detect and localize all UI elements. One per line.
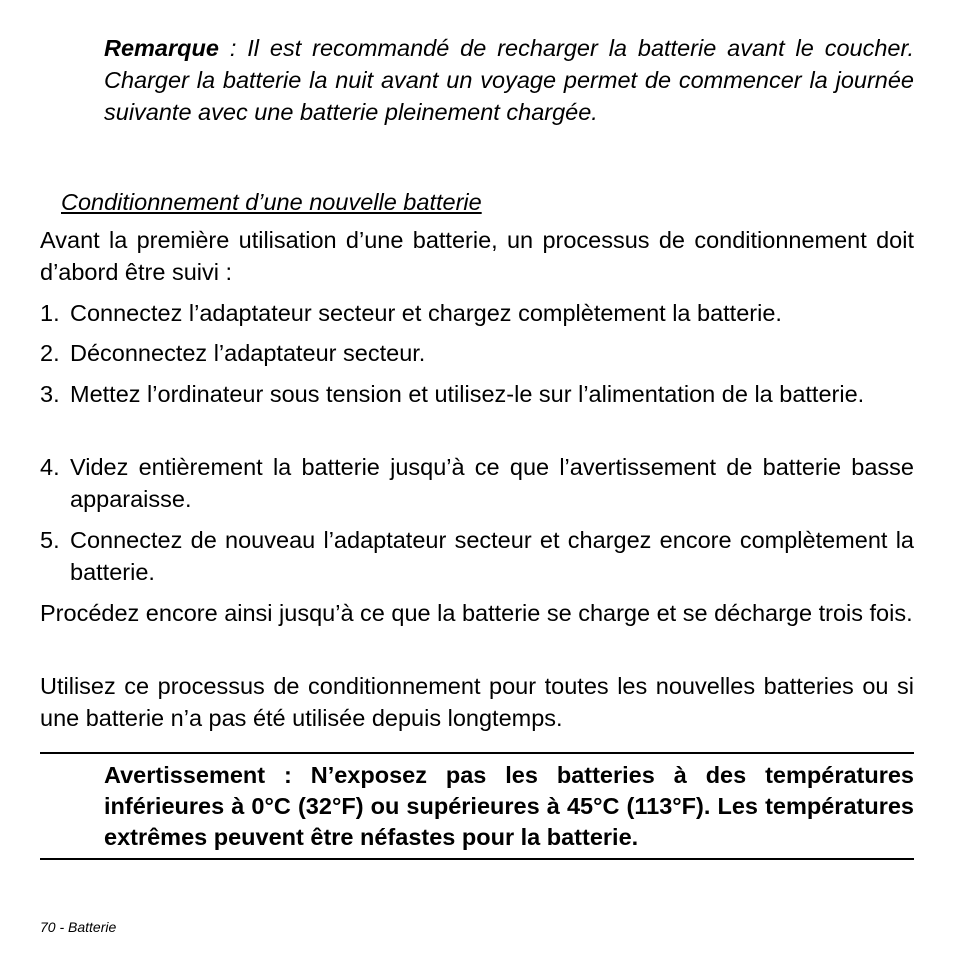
note-label: Remarque [104,35,219,61]
step-item-1 [40,297,914,329]
step-item-2 [40,337,914,369]
step-number: 1. [40,300,60,326]
intro-paragraph: Avant la première utilisation d’une batterie, un processus de conditionnement doit d’abord être suivi : [40,227,914,285]
page-footer: 70 - Batterie [40,919,117,935]
step-number: 4. [40,454,60,480]
usage-paragraph: Utilisez ce processus de conditionnement pour toutes les nouvelles batteries ou si une batterie n’a pas été utilisée depuis longtemps. [40,673,914,731]
repeat-paragraph: Procédez encore ainsi jusqu’à ce que la batterie se charge et se décharge trois fois. [40,600,913,626]
warning-top-rule [40,752,914,754]
step-item-3 [40,378,914,410]
step-item-4 [40,451,914,515]
step-number: 3. [40,381,60,407]
note-paragraph [104,32,914,128]
step-item-5 [40,524,914,588]
step-text: Déconnectez l’adaptateur secteur. [70,340,426,366]
warning-bottom-rule [40,858,914,860]
warning-paragraph: Avertissement : N’exposez pas les batteries à des températures inférieures à 0°C (32°F) ou supérieures à 45°C (113°F). Les températures extrêmes peuvent être néfastes pour la batterie. [104,762,914,850]
note-text: : Il est recommandé de recharger la batterie avant le coucher. Charger la batterie la nuit avant un voyage permet de commencer la journée suivante avec une batterie pleinement chargée. [104,35,914,125]
step-number: 2. [40,340,60,366]
step-text: Videz entièrement la batterie jusqu’à ce que l’avertissement de batterie basse apparaisse. [70,454,914,512]
step-text: Connectez de nouveau l’adaptateur secteur et chargez encore complètement la batterie. [70,527,914,585]
step-text: Mettez l’ordinateur sous tension et utilisez-le sur l’alimentation de la batterie. [70,381,865,407]
step-text: Connectez l’adaptateur secteur et chargez complètement la batterie. [70,300,782,326]
step-number: 5. [40,527,60,553]
section-heading: Conditionnement d’une nouvelle batterie [61,189,482,215]
